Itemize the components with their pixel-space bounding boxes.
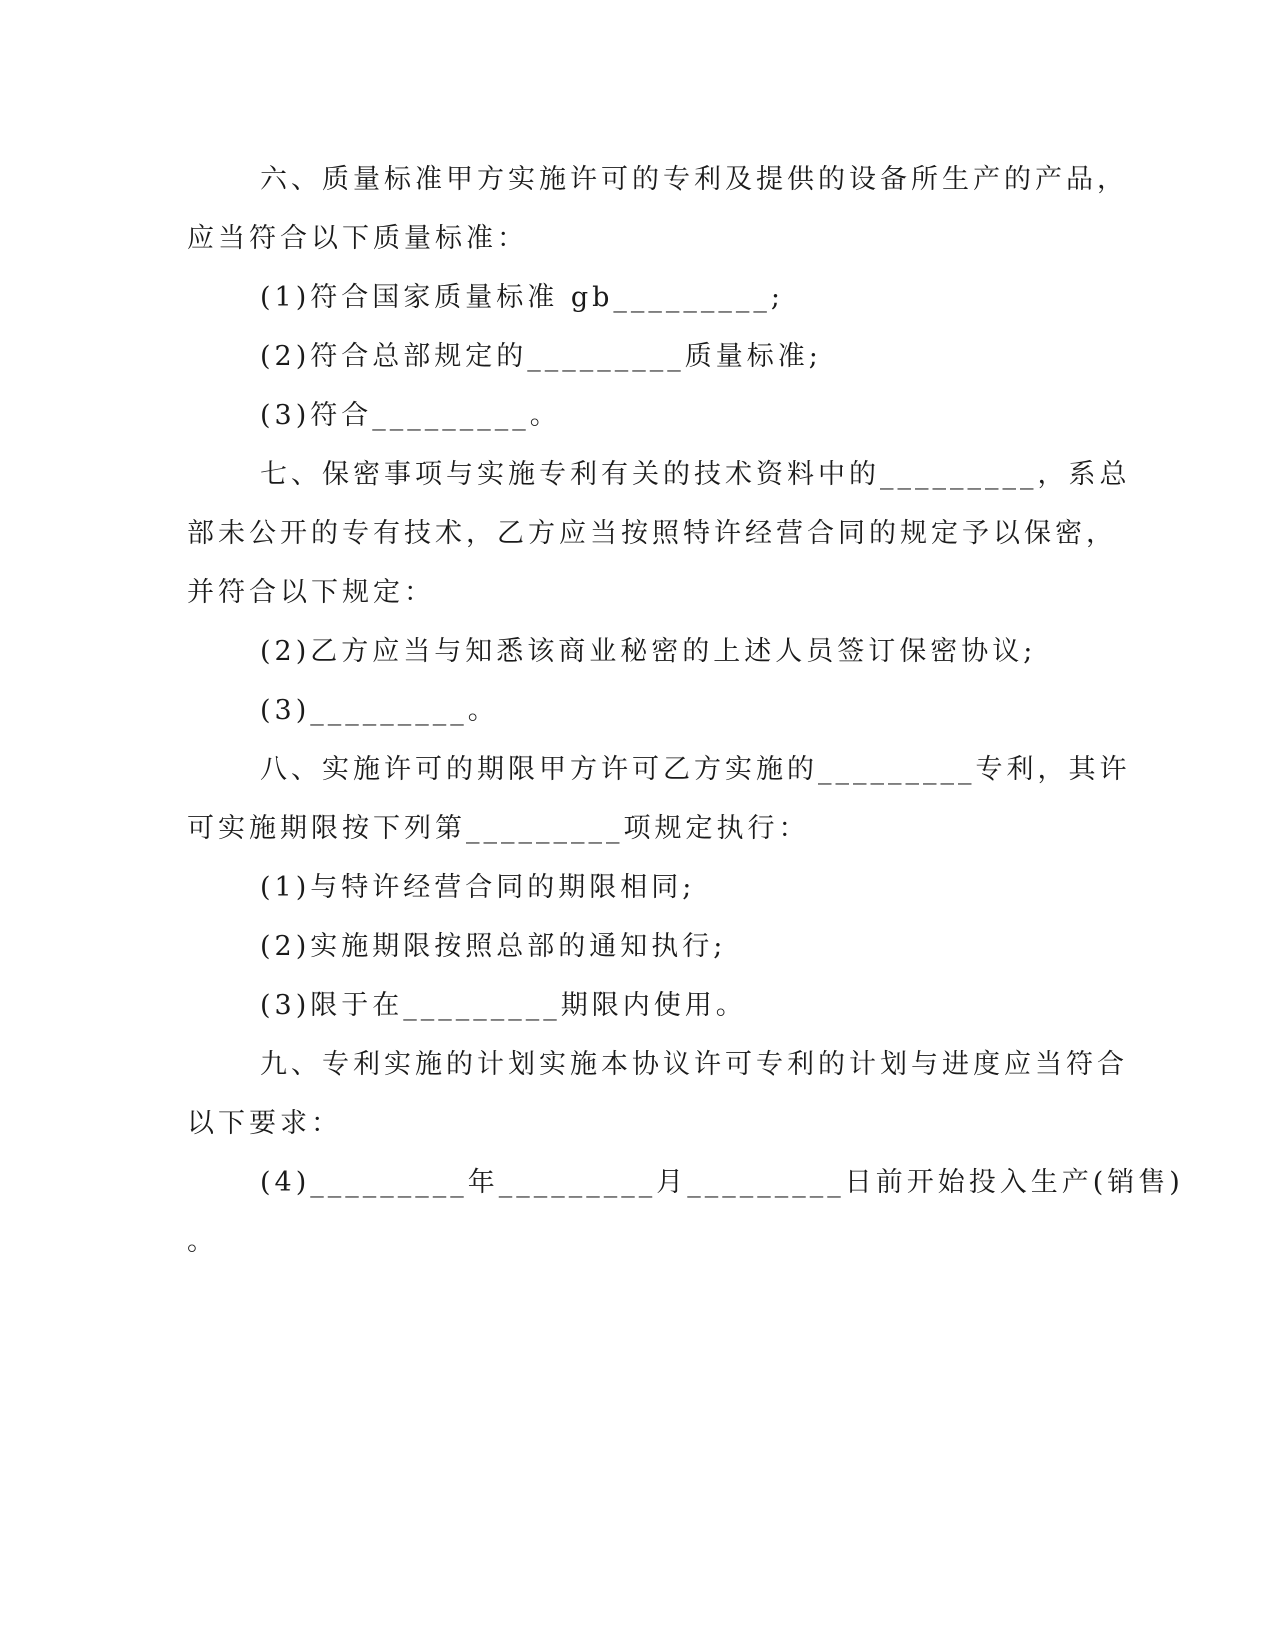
section-6-continuation: 应当符合以下质量标准： [187,223,528,254]
section-7-continuation-1: 部未公开的专有技术，乙方应当按照特许经营合同的规定予以保密， [187,518,1117,549]
section-8-item-3: (3)限于在_________期限内使用。 [260,990,747,1021]
section-9-item-4-end: 。 [187,1226,218,1257]
section-8-item-2: (2)实施期限按照总部的通知执行; [260,931,727,962]
section-6-heading: 六、质量标准甲方实施许可的专利及提供的设备所生产的产品， [260,164,1128,195]
section-8-heading: 八、实施许可的期限甲方许可乙方实施的_________专利，其许 [260,754,1131,785]
section-9-heading: 九、专利实施的计划实施本协议许可专利的计划与进度应当符合 [260,1049,1128,1080]
section-7-continuation-2: 并符合以下规定： [187,577,435,608]
section-9-continuation: 以下要求： [187,1108,342,1139]
section-8-item-1: (1)与特许经营合同的期限相同; [260,872,696,903]
section-6-item-2: (2)符合总部规定的_________质量标准; [260,341,822,372]
section-7-heading: 七、保密事项与实施专利有关的技术资料中的_________，系总 [260,459,1131,490]
section-7-item-2: (2)乙方应当与知悉该商业秘密的上述人员签订保密协议; [260,636,1037,667]
section-7-item-3: (3)_________。 [260,695,499,726]
section-6-item-1: (1)符合国家质量标准 gb_________; [260,282,784,313]
section-9-item-4: (4)_________年_________月_________日前开始投入生产(销售) [260,1167,1184,1198]
section-6-item-3: (3)符合_________。 [260,400,561,431]
section-8-continuation: 可实施期限按下列第_________项规定执行： [187,813,810,844]
